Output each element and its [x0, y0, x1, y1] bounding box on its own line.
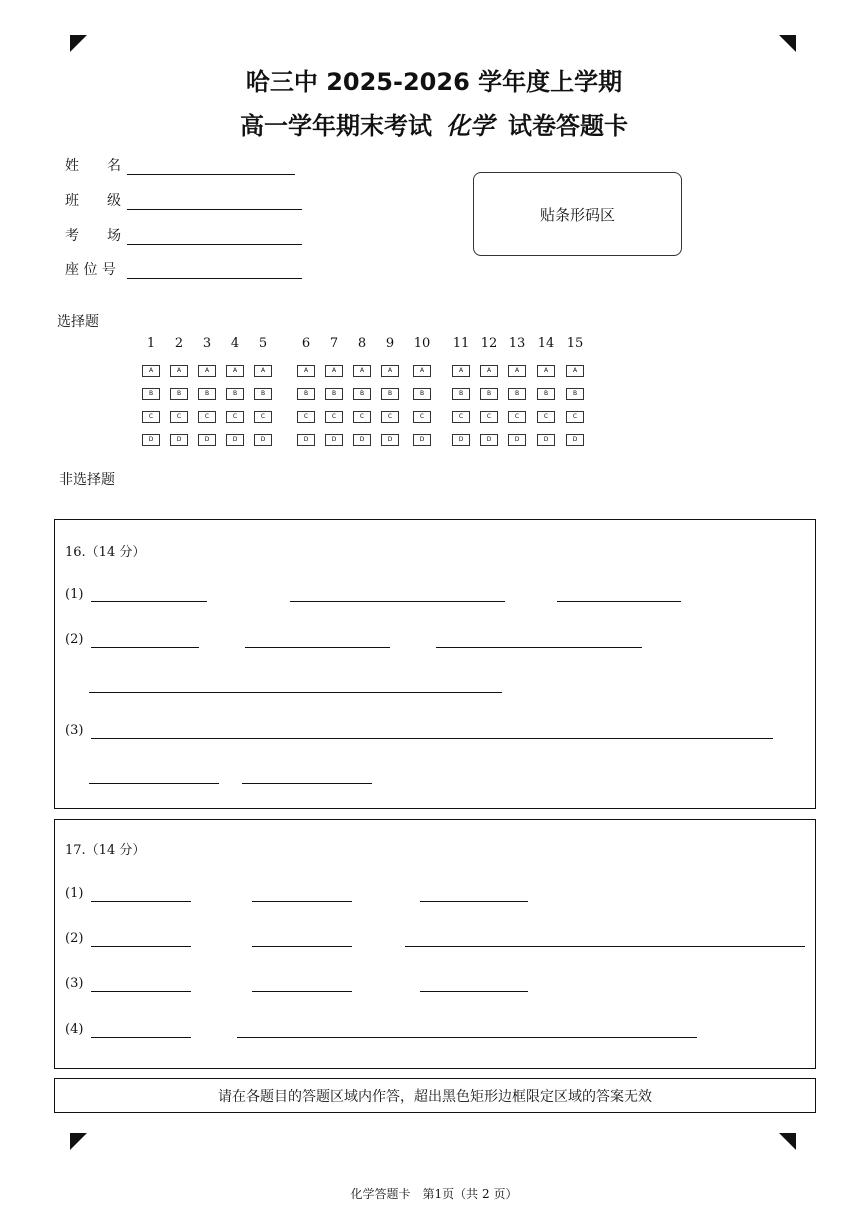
option-bubble-13-a[interactable]: A — [508, 365, 526, 377]
option-bubble-8-c[interactable]: C — [353, 411, 371, 423]
option-bubble-8-a[interactable]: A — [353, 365, 371, 377]
corner-mark-top-left — [70, 35, 87, 52]
q17-title: 17.（14 分） — [65, 843, 146, 858]
option-bubble-14-a[interactable]: A — [537, 365, 555, 377]
q17-3-blank-c[interactable] — [420, 991, 528, 992]
option-bubble-13-b[interactable]: B — [508, 388, 526, 400]
name-row — [65, 155, 295, 175]
title-line-2 — [0, 106, 868, 141]
option-bubble-11-a[interactable]: A — [452, 365, 470, 377]
q17-part-4-label: (4) — [65, 1022, 84, 1037]
name-field[interactable] — [127, 156, 295, 175]
q16-2-blank-b[interactable] — [245, 647, 390, 648]
seat-label: 座 位 号 — [65, 262, 116, 278]
option-bubble-1-c[interactable]: C — [142, 411, 160, 423]
question-number: 8 — [357, 336, 367, 351]
q16-part-2-label: (2) — [65, 632, 84, 647]
option-bubble-5-a[interactable]: A — [254, 365, 272, 377]
name-label: 姓 名 — [65, 158, 121, 174]
corner-mark-bottom-left — [70, 1133, 87, 1150]
option-bubble-5-c[interactable]: C — [254, 411, 272, 423]
q17-part-2-label: (2) — [65, 931, 84, 946]
option-bubble-12-a[interactable]: A — [480, 365, 498, 377]
option-bubble-2-d[interactable]: D — [170, 434, 188, 446]
q17-2-blank-b[interactable] — [252, 946, 352, 947]
notice-box — [54, 1078, 816, 1113]
option-bubble-14-c[interactable]: C — [537, 411, 555, 423]
option-bubble-1-b[interactable]: B — [142, 388, 160, 400]
q17-1-blank-c[interactable] — [420, 901, 528, 902]
title-subject: 化学 — [446, 111, 494, 140]
option-bubble-6-a[interactable]: A — [297, 365, 315, 377]
option-bubble-2-c[interactable]: C — [170, 411, 188, 423]
question-number: 4 — [230, 336, 240, 351]
room-row — [65, 225, 302, 245]
option-bubble-4-d[interactable]: D — [226, 434, 244, 446]
q16-1-blank-c[interactable] — [557, 601, 681, 602]
option-bubble-2-a[interactable]: A — [170, 365, 188, 377]
q17-2-blank-a[interactable] — [91, 946, 191, 947]
option-bubble-3-d[interactable]: D — [198, 434, 216, 446]
option-bubble-11-d[interactable]: D — [452, 434, 470, 446]
question-number: 3 — [202, 336, 212, 351]
option-bubble-8-b[interactable]: B — [353, 388, 371, 400]
q17-4-blank-b[interactable] — [237, 1037, 697, 1038]
q16-3-blank-a[interactable] — [91, 738, 773, 739]
q17-part-3-label: (3) — [65, 976, 84, 991]
option-bubble-2-b[interactable]: B — [170, 388, 188, 400]
option-bubble-11-b[interactable]: B — [452, 388, 470, 400]
question-number: 13 — [508, 336, 526, 351]
q16-part-1-label: (1) — [65, 587, 84, 602]
q16-answer-box — [54, 519, 816, 809]
class-label: 班 级 — [65, 193, 121, 209]
question-number: 10 — [413, 336, 431, 351]
option-bubble-7-a[interactable]: A — [325, 365, 343, 377]
q17-4-blank-a[interactable] — [91, 1037, 191, 1038]
option-bubble-9-b[interactable]: B — [381, 388, 399, 400]
option-bubble-1-a[interactable]: A — [142, 365, 160, 377]
q17-1-blank-a[interactable] — [91, 901, 191, 902]
option-bubble-3-a[interactable]: A — [198, 365, 216, 377]
q16-2-blank-d[interactable] — [89, 692, 502, 693]
option-bubble-4-b[interactable]: B — [226, 388, 244, 400]
option-bubble-14-d[interactable]: D — [537, 434, 555, 446]
q17-1-blank-b[interactable] — [252, 901, 352, 902]
option-bubble-15-d[interactable]: D — [566, 434, 584, 446]
option-bubble-10-b[interactable]: B — [413, 388, 431, 400]
option-bubble-7-d[interactable]: D — [325, 434, 343, 446]
question-number: 6 — [301, 336, 311, 351]
option-bubble-15-b[interactable]: B — [566, 388, 584, 400]
option-bubble-10-a[interactable]: A — [413, 365, 431, 377]
option-bubble-11-c[interactable]: C — [452, 411, 470, 423]
option-bubble-6-b[interactable]: B — [297, 388, 315, 400]
option-bubble-9-d[interactable]: D — [381, 434, 399, 446]
non-choice-section-label: 非选择题 — [59, 472, 115, 488]
q16-1-blank-b[interactable] — [290, 601, 505, 602]
room-label: 考 场 — [65, 228, 121, 244]
title-line-2-post: 试卷答题卡 — [508, 112, 628, 140]
option-bubble-9-c[interactable]: C — [381, 411, 399, 423]
question-number: 11 — [452, 336, 470, 351]
option-bubble-13-c[interactable]: C — [508, 411, 526, 423]
question-number: 7 — [329, 336, 339, 351]
option-bubble-10-c[interactable]: C — [413, 411, 431, 423]
question-number: 12 — [480, 336, 498, 351]
option-bubble-7-c[interactable]: C — [325, 411, 343, 423]
corner-mark-bottom-right — [779, 1133, 796, 1150]
class-field[interactable] — [127, 191, 302, 210]
option-bubble-15-a[interactable]: A — [566, 365, 584, 377]
option-bubble-15-c[interactable]: C — [566, 411, 584, 423]
title-line-2-pre: 高一学年期末考试 — [240, 112, 432, 140]
seat-row — [65, 259, 302, 279]
q16-1-blank-a[interactable] — [91, 601, 207, 602]
q17-part-1-label: (1) — [65, 886, 84, 901]
barcode-label: 贴条形码区 — [539, 205, 615, 224]
q17-3-blank-b[interactable] — [252, 991, 352, 992]
option-bubble-7-b[interactable]: B — [325, 388, 343, 400]
option-bubble-8-d[interactable]: D — [353, 434, 371, 446]
page-footer: 化学答题卡 第1页（共 2 页） — [350, 1187, 518, 1201]
option-bubble-9-a[interactable]: A — [381, 365, 399, 377]
title-line-1: 哈三中 2025-2026 学年度上学期 — [245, 68, 623, 96]
option-bubble-5-d[interactable]: D — [254, 434, 272, 446]
choice-section-label: 选择题 — [57, 314, 99, 330]
room-field[interactable] — [127, 226, 302, 245]
option-bubble-3-c[interactable]: C — [198, 411, 216, 423]
option-bubble-1-d[interactable]: D — [142, 434, 160, 446]
option-bubble-6-d[interactable]: D — [297, 434, 315, 446]
option-bubble-14-b[interactable]: B — [537, 388, 555, 400]
q16-2-blank-c[interactable] — [436, 647, 642, 648]
q17-2-blank-c[interactable] — [405, 946, 805, 947]
option-bubble-12-b[interactable]: B — [480, 388, 498, 400]
option-bubble-4-c[interactable]: C — [226, 411, 244, 423]
q16-part-3-label: (3) — [65, 723, 84, 738]
question-number: 1 — [146, 336, 156, 351]
option-bubble-12-c[interactable]: C — [480, 411, 498, 423]
option-bubble-4-a[interactable]: A — [226, 365, 244, 377]
question-number: 14 — [537, 336, 555, 351]
q16-title: 16.（14 分） — [65, 545, 146, 560]
option-bubble-13-d[interactable]: D — [508, 434, 526, 446]
class-row — [65, 190, 302, 210]
option-bubble-6-c[interactable]: C — [297, 411, 315, 423]
q17-3-blank-a[interactable] — [91, 991, 191, 992]
q16-3-blank-b[interactable] — [89, 783, 219, 784]
q17-answer-box — [54, 819, 816, 1069]
question-number: 5 — [258, 336, 268, 351]
seat-field[interactable] — [127, 260, 302, 279]
question-number: 15 — [566, 336, 584, 351]
corner-mark-top-right — [779, 35, 796, 52]
question-number: 2 — [174, 336, 184, 351]
option-bubble-10-d[interactable]: D — [413, 434, 431, 446]
question-number: 9 — [385, 336, 395, 351]
q16-3-blank-c[interactable] — [242, 783, 372, 784]
option-bubble-5-b[interactable]: B — [254, 388, 272, 400]
notice-text: 请在各题目的答题区域内作答，超出黑色矩形边框限定区域的答案无效 — [218, 1088, 652, 1105]
barcode-area — [473, 172, 682, 256]
q16-2-blank-a[interactable] — [91, 647, 199, 648]
option-bubble-12-d[interactable]: D — [480, 434, 498, 446]
option-bubble-3-b[interactable]: B — [198, 388, 216, 400]
